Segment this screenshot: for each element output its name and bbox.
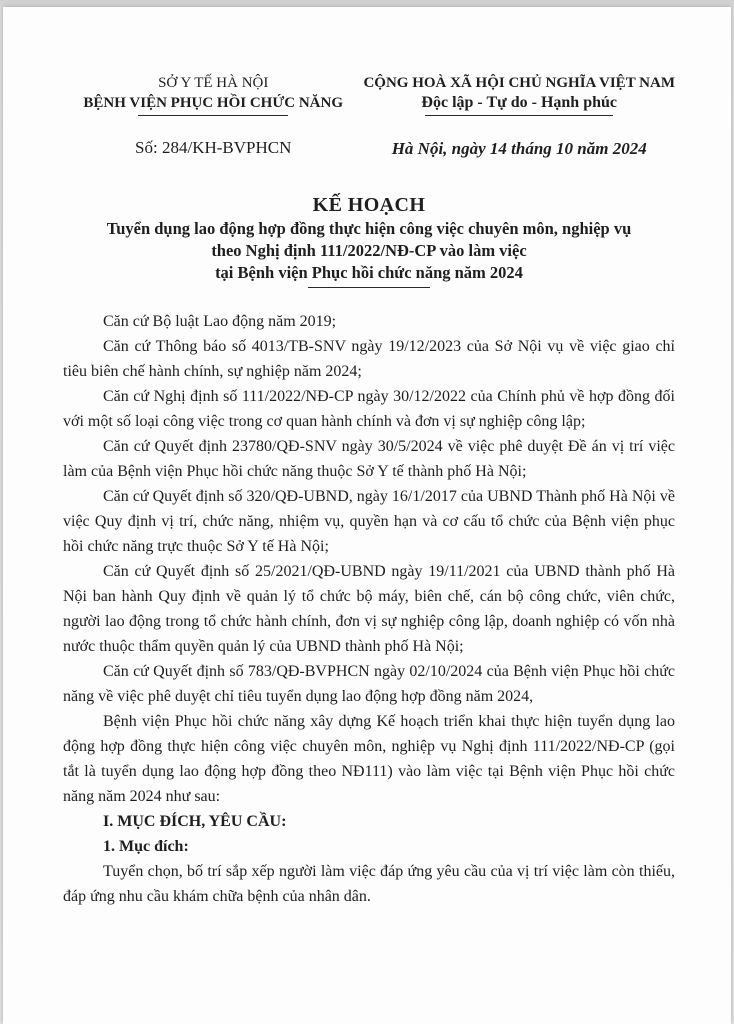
legal-basis-paragraph: Căn cứ Quyết định 23780/QĐ-SNV ngày 30/5/2024 về việc phê duyệt Đề án vị trí việc làm của Bệnh viện Phục hồi chức năng thuộc Sở Y tế thành phố Hà Nội; xyxy=(63,438,675,480)
legal-basis-paragraph: Căn cứ Quyết định số 320/QĐ-UBND, ngày 16/1/2017 của UBND Thành phố Hà Nội về việc Quy định vị trí, chức năng, nhiệm vụ, quyền hạn và cơ cấu tổ chức của Bệnh viện phục hồi chức năng trực thuộc Sở Y tế Hà Nội; xyxy=(63,488,675,555)
issue-date-line: Hà Nội, ngày 14 tháng 10 năm 2024 xyxy=(391,139,647,158)
document-number: Số: 284/KH-BVPHCN xyxy=(135,138,292,157)
legal-basis-paragraph: Căn cứ Quyết định số 783/QĐ-BVPHCN ngày 02/10/2024 của Bệnh viện Phục hồi chức năng về việc phê duyệt chỉ tiêu tuyển dụng lao động hợp đồng năm 2024, xyxy=(63,663,675,705)
legal-basis-paragraph: Căn cứ Nghị định số 111/2022/NĐ-CP ngày 30/12/2022 của Chính phủ về hợp đồng đối với một số loại công việc trong cơ quan hành chính và đơn vị sự nghiệp công lập; xyxy=(63,388,675,430)
document-body xyxy=(63,309,675,909)
plan-subtitle-line-1: Tuyển dụng lao động hợp đồng thực hiện công việc chuyên môn, nghiệp vụ xyxy=(106,219,632,238)
national-motto: Độc lập - Tự do - Hạnh phúc xyxy=(421,94,617,111)
national-title: CỘNG HOÀ XÃ HỘI CHỦ NGHĨA VIỆT NAM xyxy=(363,75,675,91)
national-header-block xyxy=(363,73,675,159)
title-underline-rule xyxy=(308,287,430,288)
issuing-org-block xyxy=(63,73,363,158)
document-page xyxy=(3,7,731,1024)
plan-title: KẾ HOẠCH xyxy=(312,194,426,216)
document-header xyxy=(63,73,675,159)
legal-basis-paragraph: Căn cứ Quyết định số 25/2021/QĐ-UBND ngày 19/11/2021 của UBND thành phố Hà Nội ban hành Quy định về quản lý tổ chức bộ máy, biên chế, cán bộ công chức, viên chức, người lao động trong tổ chức hành chính, đơn vị sự nghiệp công lập, doanh nghiệp có vốn nhà nước thuộc thẩm quyền quản lý của UBND thành phố Hà Nội; xyxy=(63,563,675,655)
legal-basis-paragraph: Căn cứ Bộ luật Lao động năm 2019; xyxy=(103,313,337,330)
purpose-paragraph: Tuyển chọn, bố trí sắp xếp người làm việc đáp ứng yêu cầu của vị trí việc làm còn thiếu, đáp ứng nhu cầu khám chữa bệnh của nhân dân. xyxy=(63,863,675,905)
plan-subtitle-line-3: tại Bệnh viện Phục hồi chức năng năm 2024 xyxy=(215,263,523,282)
subsection-heading-purpose: 1. Mục đích: xyxy=(103,838,189,855)
section-heading-purpose-requirements: I. MỤC ĐÍCH, YÊU CẦU: xyxy=(103,813,287,830)
issuing-hospital: BỆNH VIỆN PHỤC HỒI CHỨC NĂNG xyxy=(83,95,344,111)
issuing-department: SỞ Y TẾ HÀ NỘI xyxy=(158,75,269,91)
motto-underline-rule xyxy=(425,115,613,116)
document-title-block xyxy=(63,192,675,288)
legal-basis-paragraph: Căn cứ Thông báo số 4013/TB-SNV ngày 19/12/2023 của Sở Nội vụ về việc giao chỉ tiêu biên chế hành chính, sự nghiệp năm 2024; xyxy=(63,338,675,380)
plan-subtitle-line-2: theo Nghị định 111/2022/NĐ-CP vào làm việc xyxy=(211,241,527,260)
org-underline-rule xyxy=(138,115,288,116)
intro-paragraph: Bệnh viện Phục hồi chức năng xây dựng Kế hoạch triển khai thực hiện tuyển dụng lao động hợp đồng thực hiện công việc chuyên môn, nghiệp vụ Nghị định 111/2022/NĐ-CP (gọi tắt là tuyển dụng lao động hợp đồng theo NĐ111) vào làm việc tại Bệnh viện Phục hồi chức năng năm 2024 như sau: xyxy=(63,713,675,805)
